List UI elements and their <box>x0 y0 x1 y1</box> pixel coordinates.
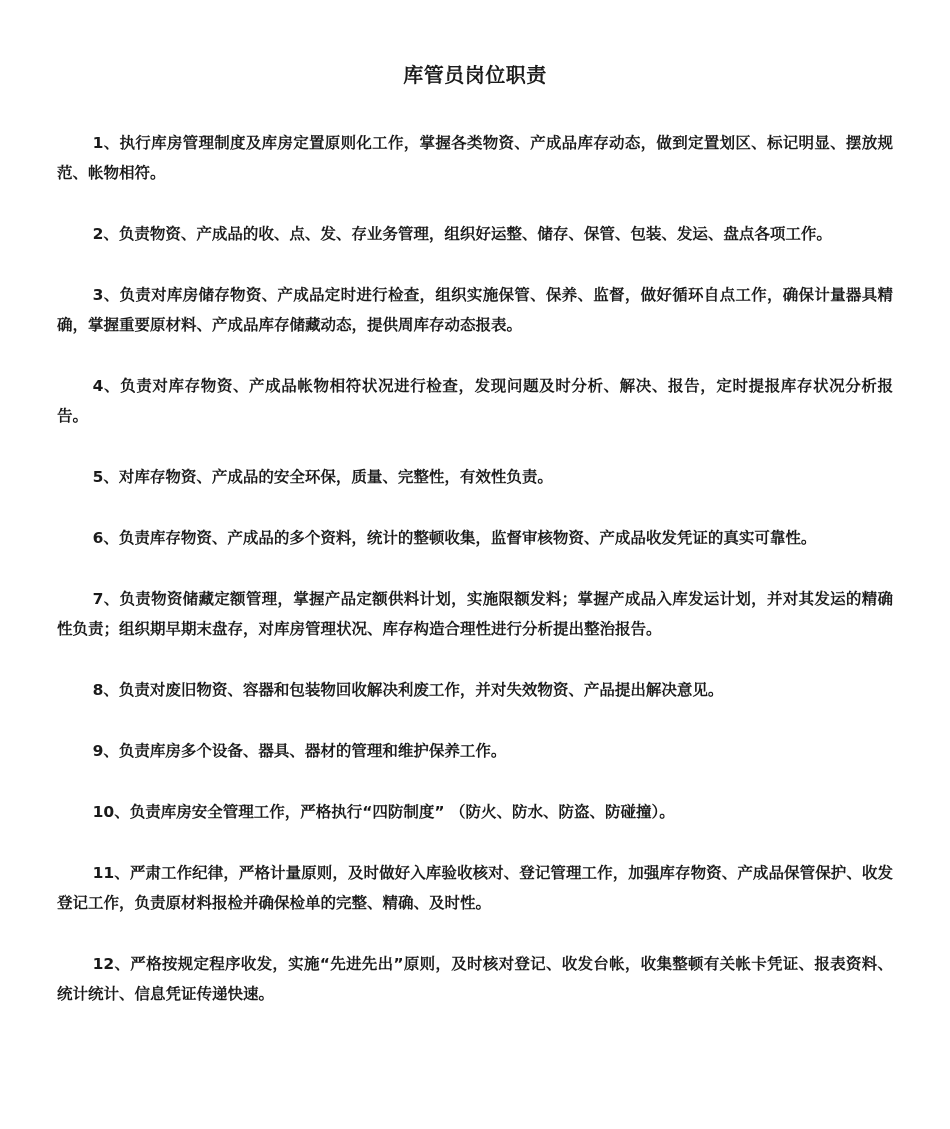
duty-item-6: 6、负责库存物资、产成品的多个资料，统计的整顿收集，监督审核物资、产成品收发凭证的真实可靠性。 <box>92 529 817 547</box>
duty-item-4: 4、负责对库存物资、产成品帐物相符状况进行检查，发现问题及时分析、解决、报告，定时提报库存状况分析报告。 <box>57 377 893 425</box>
duty-item-8: 8、负责对废旧物资、容器和包装物回收解决利废工作，并对失效物资、产品提出解决意见。 <box>92 681 724 699</box>
duty-item-10: 10、负责库房安全管理工作，严格执行“四防制度” （防火、防水、防盗、防碰撞）。 <box>92 803 675 821</box>
duty-item-3: 3、负责对库房储存物资、产成品定时进行检查，组织实施保管、保养、监督，做好循环自点工作，确保计量器具精确，掌握重要原材料、产成品库存储藏动态，提供周库存动态报表。 <box>57 286 893 334</box>
duty-item-7: 7、负责物资储藏定额管理，掌握产品定额供料计划，实施限额发料；掌握产成品入库发运计划，并对其发运的精确性负责；组织期早期末盘存，对库房管理状况、库存构造合理性进行分析提出整治报告。 <box>57 590 893 638</box>
document-page <box>57 60 893 1040</box>
duty-item-9: 9、负责库房多个设备、器具、器材的管理和维护保养工作。 <box>92 742 507 760</box>
duty-item-1: 1、执行库房管理制度及库房定置原则化工作，掌握各类物资、产成品库存动态，做到定置划区、标记明显、摆放规范、帐物相符。 <box>57 134 893 182</box>
duty-item-12: 12、严格按规定程序收发，实施“先进先出”原则，及时核对登记、收发台帐，收集整顿有关帐卡凭证、报表资料、统计统计、信息凭证传递快速。 <box>57 955 893 1003</box>
duty-item-2: 2、负责物资、产成品的收、点、发、存业务管理，组织好运整、储存、保管、包装、发运、盘点各项工作。 <box>92 225 832 243</box>
document-title: 库管员岗位职责 <box>403 63 547 87</box>
duty-item-5: 5、对库存物资、产成品的安全环保，质量、完整性，有效性负责。 <box>92 468 553 486</box>
duty-item-11: 11、严肃工作纪律，严格计量原则，及时做好入库验收核对、登记管理工作，加强库存物资、产成品保管保护、收发登记工作，负责原材料报检并确保检单的完整、精确、及时性。 <box>57 864 893 912</box>
